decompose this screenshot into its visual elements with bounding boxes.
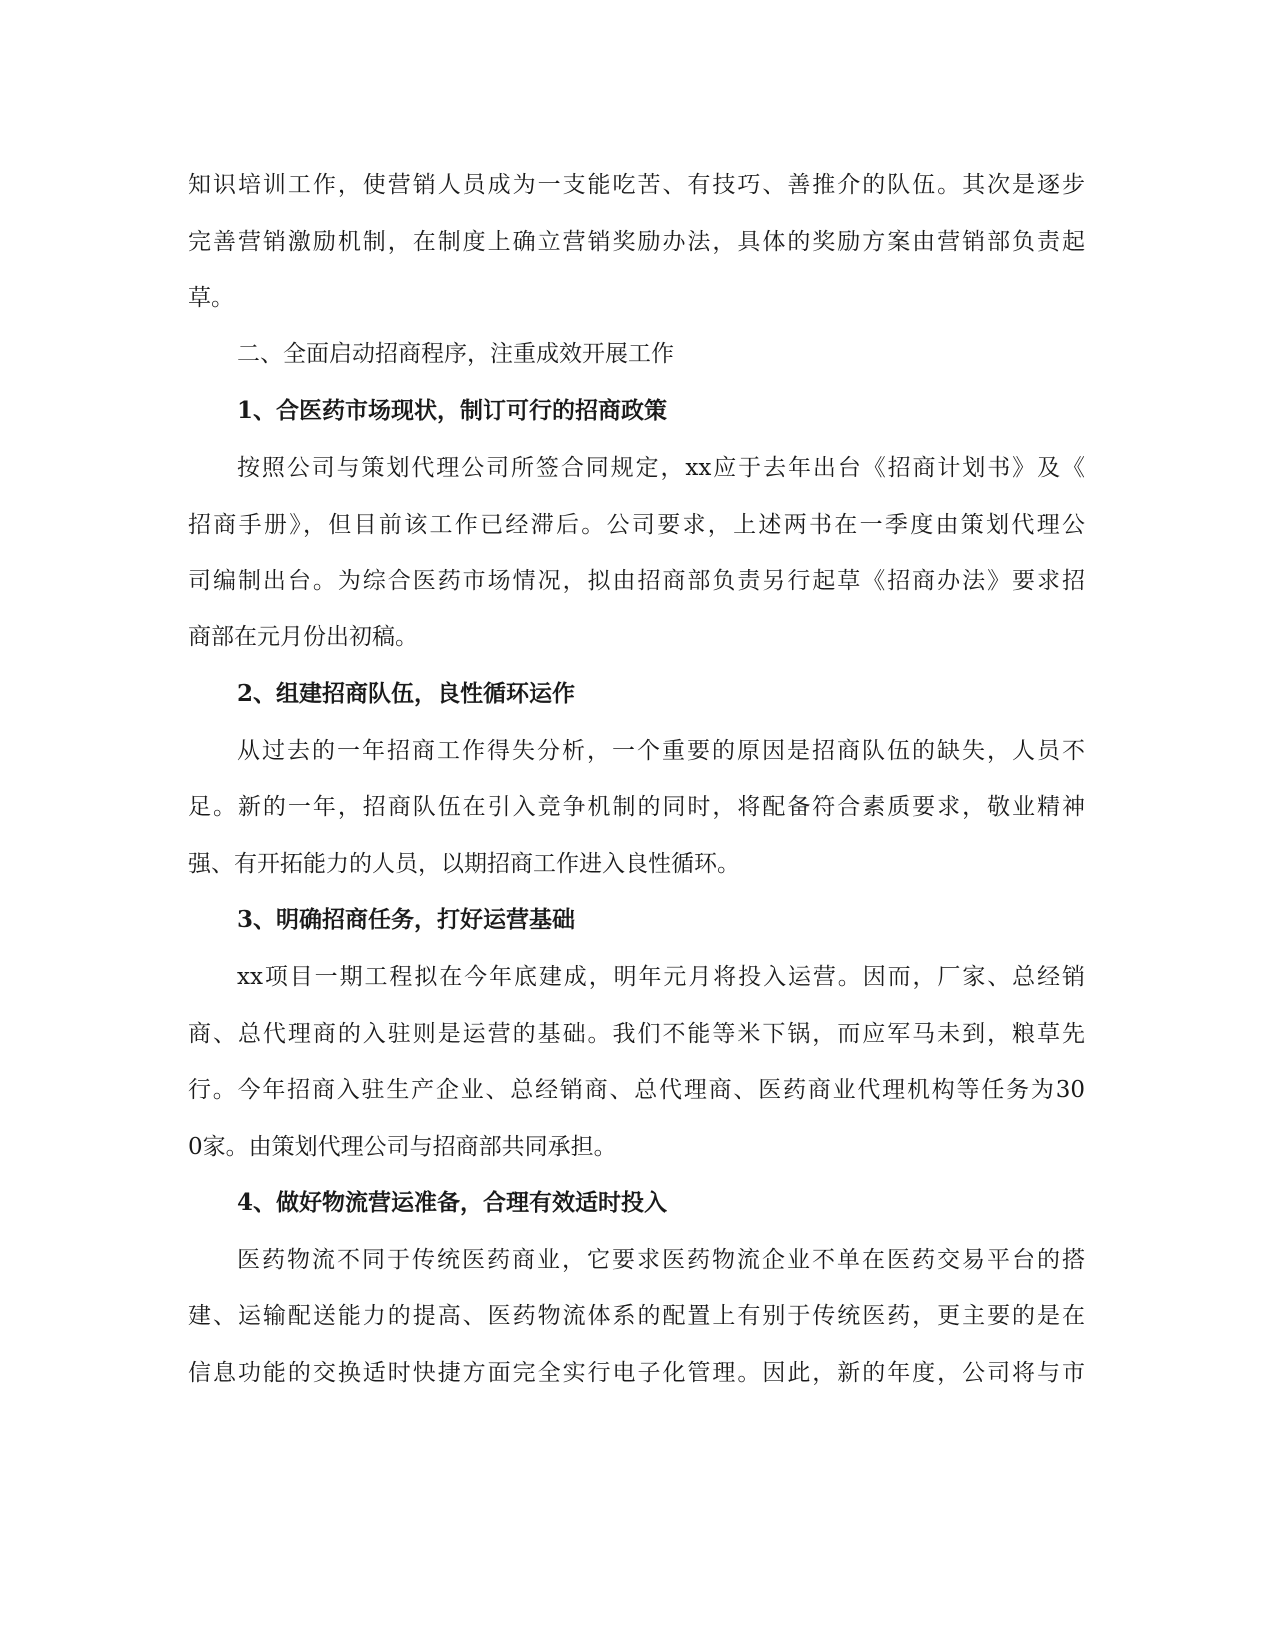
paragraph-line: 知识培训工作，使营销人员成为一支能吃苦、有技巧、善推介的队伍。其次是逐步 bbox=[188, 172, 1085, 198]
paragraph-line: 医药物流不同于传统医药商业，它要求医药物流企业不单在医药交易平台的搭 bbox=[237, 1247, 1085, 1273]
paragraph-line: 0家。由策划代理公司与招商部共同承担。 bbox=[188, 1134, 617, 1160]
subsection-heading: 4、做好物流营运准备，合理有效适时投入 bbox=[237, 1189, 668, 1216]
paragraph-line: 司编制出台。为综合医药市场情况，拟由招商部负责另行起草《招商办法》要求招 bbox=[188, 568, 1085, 594]
paragraph-line: xx项目一期工程拟在今年底建成，明年元月将投入运营。因而，厂家、总经销 bbox=[237, 964, 1085, 990]
paragraph-line: 草。 bbox=[188, 285, 234, 311]
paragraph-line: 建、运输配送能力的提高、医药物流体系的配置上有别于传统医药，更主要的是在 bbox=[188, 1303, 1085, 1329]
subsection-heading: 2、组建招商队伍，良性循环运作 bbox=[237, 680, 576, 707]
paragraph-line: 信息功能的交换适时快捷方面完全实行电子化管理。因此，新的年度，公司将与市 bbox=[188, 1360, 1085, 1386]
subsection-heading: 3、明确招商任务，打好运营基础 bbox=[237, 906, 576, 933]
paragraph-line: 行。今年招商入驻生产企业、总经销商、总代理商、医药商业代理机构等任务为30 bbox=[188, 1077, 1085, 1103]
paragraph-line: 商部在元月份出初稿。 bbox=[188, 624, 418, 650]
paragraph-line: 按照公司与策划代理公司所签合同规定，xx应于去年出台《招商计划书》及《 bbox=[237, 455, 1085, 481]
section-heading: 二、全面启动招商程序，注重成效开展工作 bbox=[237, 341, 674, 367]
paragraph-line: 招商手册》，但目前该工作已经滞后。公司要求，上述两书在一季度由策划代理公 bbox=[188, 512, 1085, 538]
paragraph-line: 强、有开拓能力的人员，以期招商工作进入良性循环。 bbox=[188, 851, 740, 877]
subsection-heading: 1、合医药市场现状，制订可行的招商政策 bbox=[237, 397, 668, 424]
paragraph-line: 商、总代理商的入驻则是运营的基础。我们不能等米下锅，而应军马未到，粮草先 bbox=[188, 1021, 1085, 1047]
paragraph-line: 足。新的一年，招商队伍在引入竞争机制的同时，将配备符合素质要求，敬业精神 bbox=[188, 794, 1085, 820]
paragraph-line: 从过去的一年招商工作得失分析，一个重要的原因是招商队伍的缺失，人员不 bbox=[237, 738, 1085, 764]
paragraph-line: 完善营销激励机制，在制度上确立营销奖励办法，具体的奖励方案由营销部负责起 bbox=[188, 229, 1085, 255]
